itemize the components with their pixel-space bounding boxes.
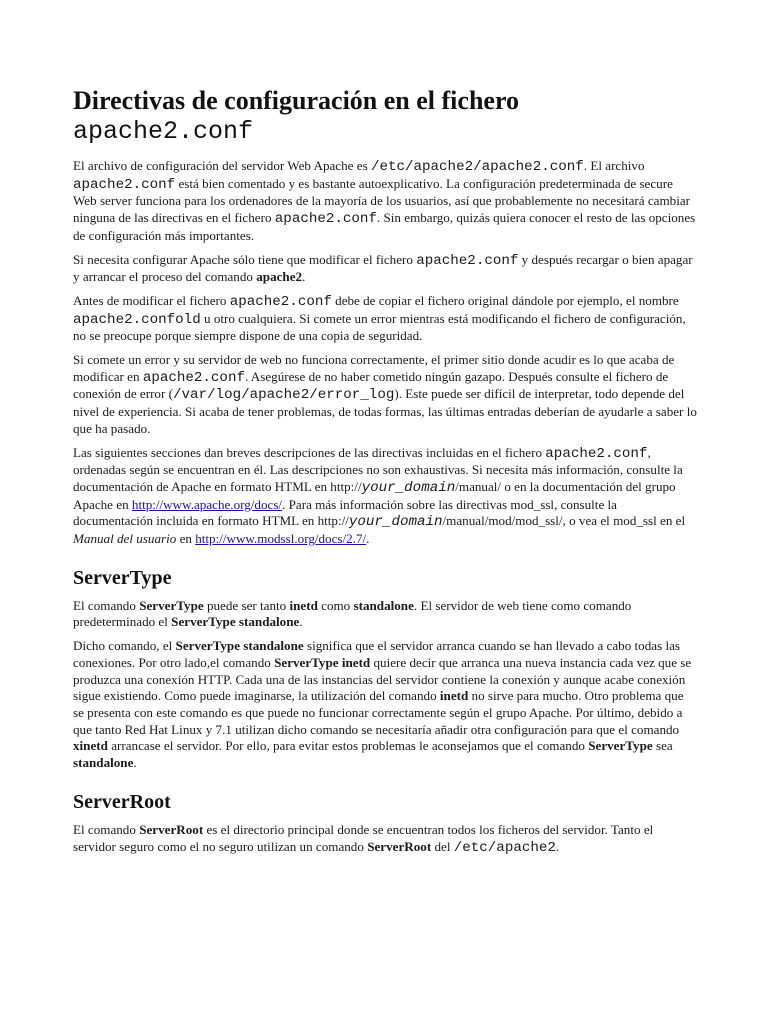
servertype-paragraph-1: El comando ServerType puede ser tanto inetd como standalone. El servidor de web tiene como comando predeterminado el ServerType standalone. — [73, 597, 632, 630]
path-apache2-conf: /etc/apache2/apache2.conf — [370, 159, 584, 175]
intro-paragraph-3: Antes de modificar el fichero apache2.conf debe de copiar el fichero original dándole por ejemplo, el nombre apache2.confold u otro cualquiera. Si comete un error mientras está modificando el fichero de configuración, no se preocupe porque siempre dispone de una copia de seguridad. — [73, 292, 686, 344]
modssl-docs-link[interactable]: http://www.modssl.org/docs/2.7/ — [195, 531, 367, 547]
apache-docs-link[interactable]: http://www.apache.org/docs/ — [131, 496, 283, 512]
path-error-log: /var/log/apache2/error_log — [172, 387, 395, 404]
path-etc-apache2: /etc/apache2 — [453, 839, 556, 856]
page-title-text: Directivas de configuración en el fichero — [73, 86, 520, 115]
intro-paragraph-5: Las siguientes secciones dan breves descripciones de las directivas incluidas en el fichero apache2.conf, ordenadas según se encuentran en él. Las descripciones no son exhaustivas. Si necesita más información, consulte la documentación de Apache en formato HTML en http://your_domain/manual/ o en la documentación del grupo Apache en http://www.apache.org/docs/. Para más información sobre las directivas mod_ssl, consulte la documentación incluida en formato HTML en http://your_domain/manual/mod/mod_ssl/, o vea el mod_ssl en el Manual del usuario en http://www.modssl.org/docs/2.7/. — [73, 444, 686, 547]
intro-paragraph-1: El archivo de configuración del servidor Web Apache es /etc/apache2/apache2.conf. El archivo apache2.conf está bien comentado y es bastante autoexplicativo. La configuración predeterminada de secure Web server funciona para los ordenadores de la mayoría de los usuarios, así que probablemente no necesitará cambiar ninguna de las directivas en el fichero apache2.conf. Sin embargo, quizás quiera conocer el resto de las opciones de configuración más importantes. — [73, 158, 696, 243]
serverroot-paragraph-1: El comando ServerRoot es el directorio principal donde se encuentran todos los ficheros del servidor. Tanto el servidor seguro como el no seguro utilizan un comando ServerRoot del /etc/apache2. — [73, 821, 654, 856]
page-title-filename: apache2.conf — [73, 117, 254, 146]
page-title — [73, 86, 697, 148]
manual-usuario-title: Manual del usuario — [73, 531, 177, 547]
intro-paragraph-2: Si necesita configurar Apache sólo tiene que modificar el fichero apache2.conf y después recargar o bien apagar y arrancar el proceso del comando apache2. — [73, 251, 693, 285]
intro-paragraph-4: Si comete un error y su servidor de web no funciona correctamente, el primer sitio donde acudir es lo que acaba de modificar en apache2.conf. Asegúrese de no haber cometido ningún gazapo. Después consulte el fichero de conexión de error (/var/log/apache2/error_log). Este puede ser difícil de interpretar, todo depende del nivel de experiencia. Si acaba de tener problemas, de todas formas, las últimas entradas deberían de ayudarle a saber lo que ha pasado. — [73, 352, 697, 436]
document-page — [73, 86, 697, 863]
servertype-paragraph-2: Dicho comando, el ServerType standalone significa que el servidor arranca cuando se han llevado a cabo todas las conexiones. Por otro lado,el comando ServerType inetd quiere decir que arranca una nueva instancia cada vez que se produzca una conexión HTTP. Cada una de las instancias del servidor contiene la conexión y aunque acabe conexión sigue existiendo. Como puede imaginarse, la utilización del comando inetd no sirve para mucho. Otro problema que se presenta con este comando es que puede no funcionar correctamente según el grupo Apache. Por último, debido a que tanto Red Hat Linux y 7.1 utilizan dicho comando se necesitaría añadir otra configuración para que el comando xinetd arrancase el servidor. Por ello, para evitar estos problemas le aconsejamos que el comando ServerType sea standalone. — [73, 638, 692, 771]
section-heading-serverroot: ServerRoot — [73, 790, 171, 813]
section-heading-servertype: ServerType — [73, 566, 172, 589]
